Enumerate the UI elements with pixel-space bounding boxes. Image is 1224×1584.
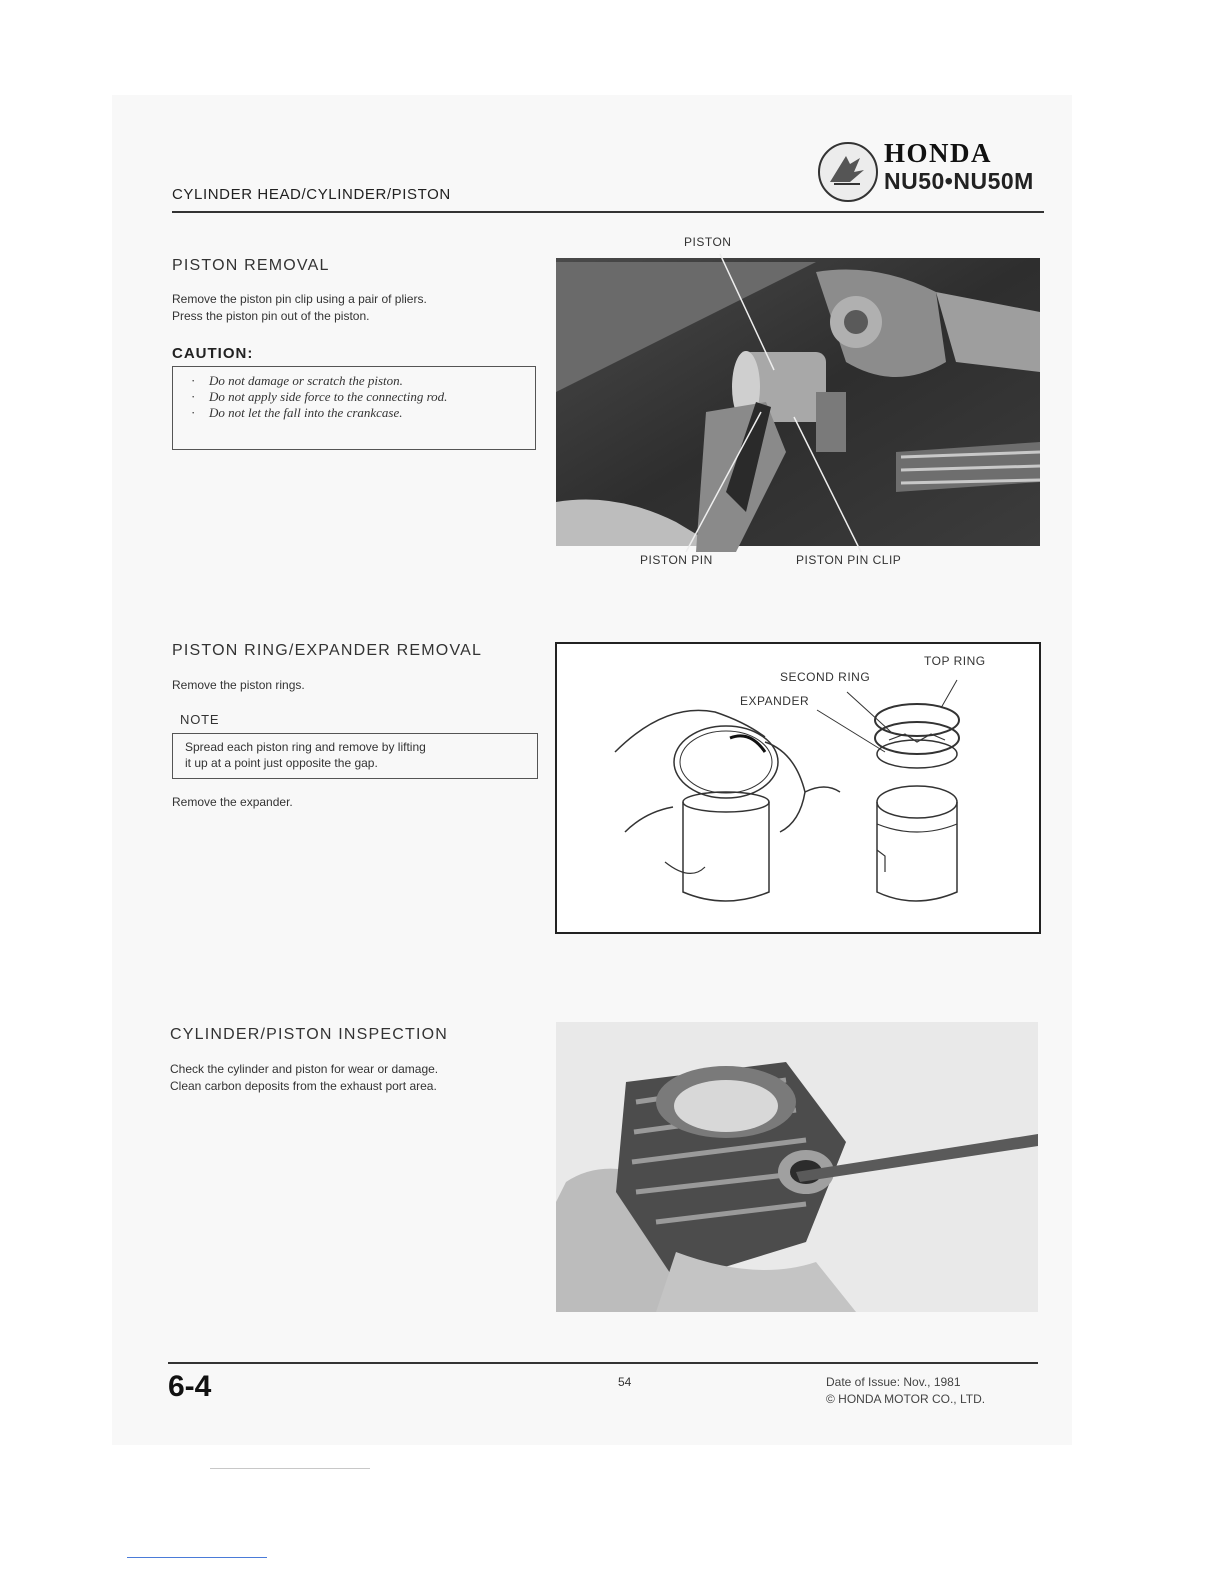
folio-number: 54	[618, 1375, 632, 1389]
caution-item: · Do not let the fall into the crankcase.	[187, 405, 525, 421]
piston-removal-text	[172, 291, 532, 325]
note-heading: NOTE	[180, 712, 220, 727]
label-piston-pin: PISTON PIN	[640, 553, 713, 567]
ring-removal-outro: Remove the expander.	[172, 795, 293, 809]
ring-removal-heading: PISTON RING/EXPANDER REMOVAL	[172, 642, 483, 659]
label-expander: EXPANDER	[740, 694, 810, 708]
inspection-text	[170, 1061, 550, 1095]
piston-removal-photo	[556, 252, 1040, 552]
note-box	[172, 733, 538, 779]
brand-name: HONDA	[884, 138, 992, 168]
copyright: © HONDA MOTOR CO., LTD.	[826, 1392, 986, 1406]
section-title: CYLINDER HEAD/CYLINDER/PISTON	[172, 186, 451, 203]
piston-removal-line-1: Remove the piston pin clip using a pair of pliers.	[172, 292, 427, 306]
label-piston-pin-clip: PISTON PIN CLIP	[796, 553, 902, 567]
label-piston: PISTON	[684, 235, 732, 249]
cylinder-inspection-photo	[556, 1022, 1038, 1312]
inspection-line-1: Check the cylinder and piston for wear or damage.	[170, 1062, 439, 1076]
scan-artifact-line	[210, 1468, 370, 1469]
inspection-heading: CYLINDER/PISTON INSPECTION	[170, 1026, 449, 1043]
piston-removal-line-2: Press the piston pin out of the piston.	[172, 309, 370, 323]
note-line-1: Spread each piston ring and remove by lifting	[185, 740, 426, 754]
caution-item: · Do not damage or scratch the piston.	[187, 373, 525, 389]
issue-info	[826, 1374, 985, 1408]
caution-item: · Do not apply side force to the connecting rod.	[187, 389, 525, 405]
honda-logo	[818, 138, 1048, 202]
issue-date: Date of Issue: Nov., 1981	[826, 1375, 961, 1389]
caution-box	[172, 366, 536, 450]
header-rule	[172, 211, 1044, 213]
inspection-line-2: Clean carbon deposits from the exhaust port area.	[170, 1079, 437, 1093]
note-line-2: it up at a point just opposite the gap.	[185, 756, 378, 770]
ring-removal-illustration	[555, 642, 1041, 934]
scan-artifact-blue-line	[127, 1557, 267, 1558]
piston-removal-heading: PISTON REMOVAL	[172, 257, 330, 274]
honda-wing-emblem-icon	[818, 142, 878, 202]
page-number: 6-4	[168, 1370, 212, 1403]
label-second-ring: SECOND RING	[780, 670, 871, 684]
model-name: NU50•NU50M	[884, 168, 1034, 194]
footer-rule	[168, 1362, 1038, 1364]
label-top-ring: TOP RING	[924, 654, 986, 668]
ring-removal-intro: Remove the piston rings.	[172, 678, 305, 692]
caution-heading: CAUTION:	[172, 345, 254, 362]
